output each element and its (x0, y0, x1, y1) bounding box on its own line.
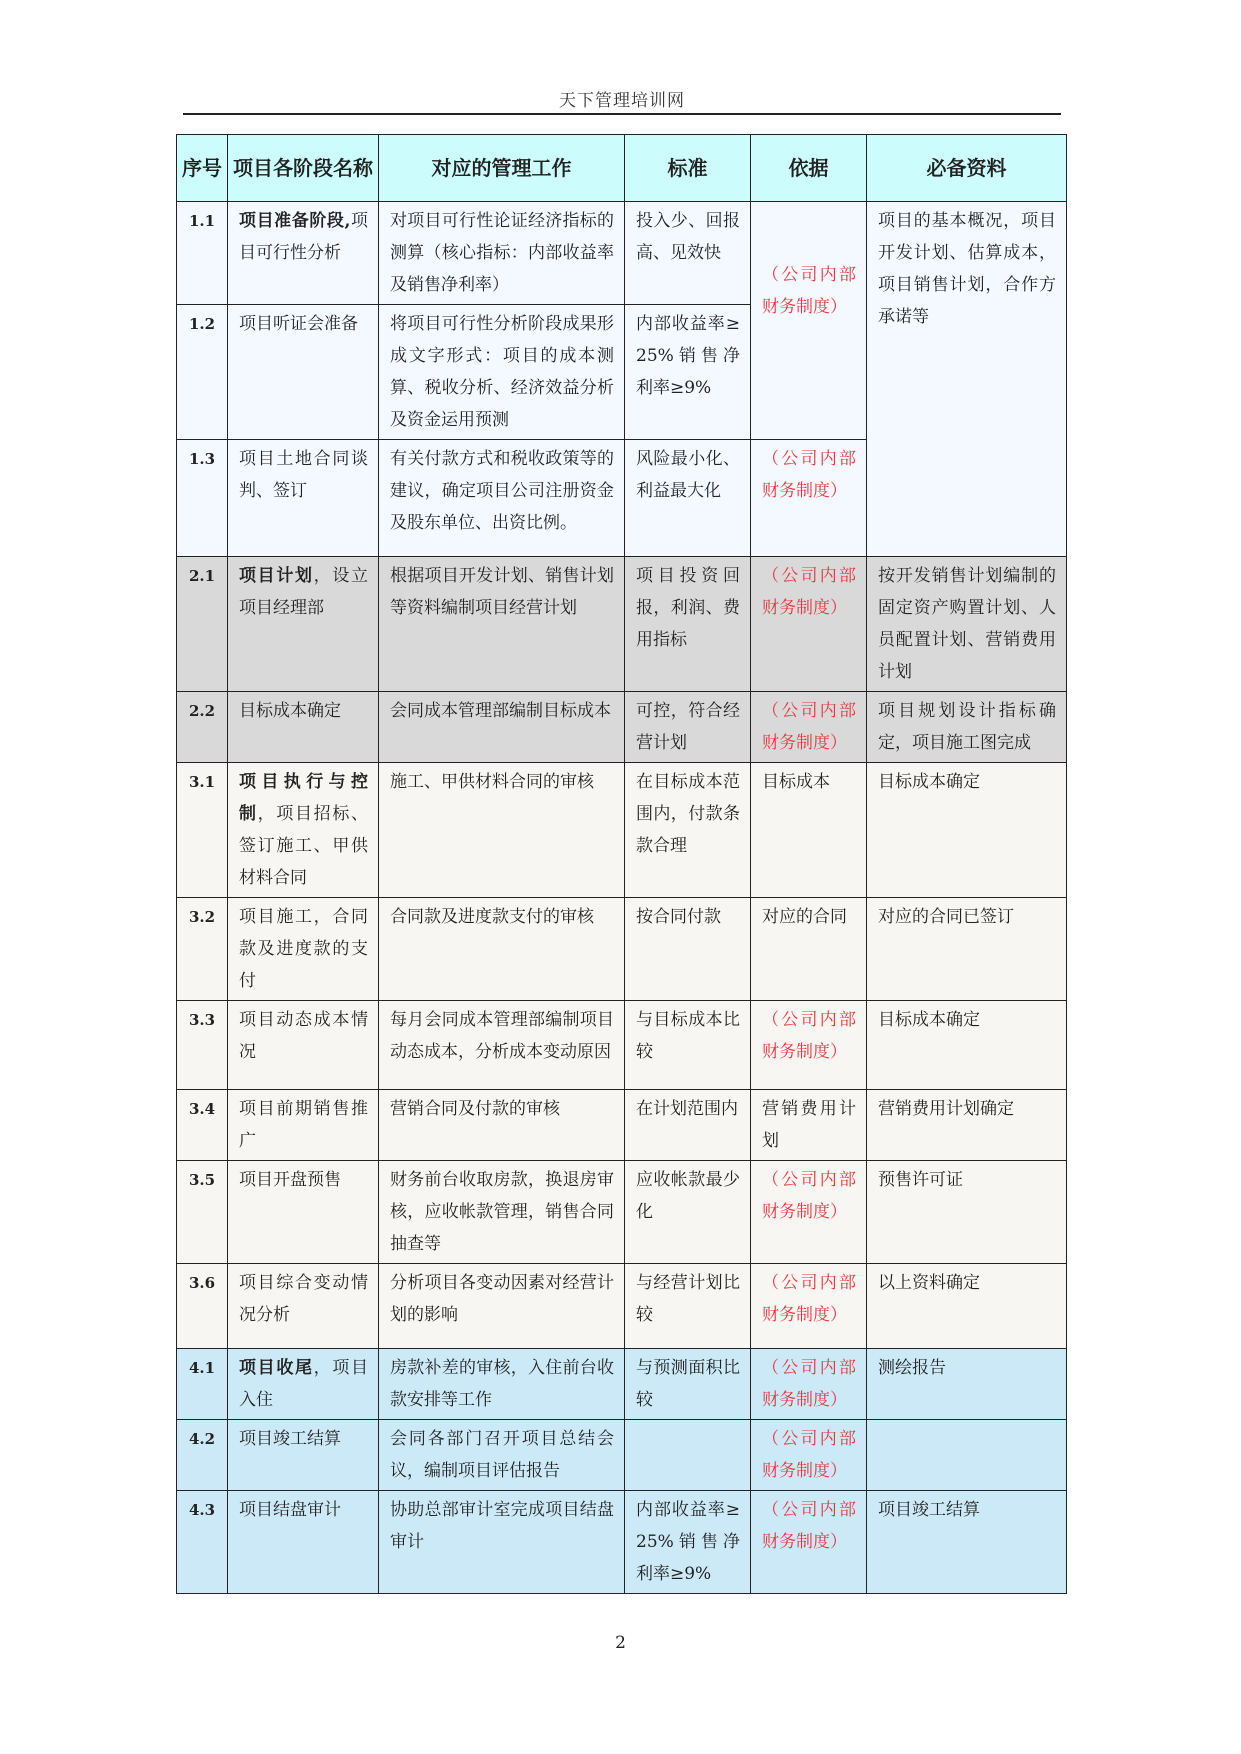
row-stage: 项目动态成本情况 (228, 1001, 379, 1090)
row-work: 分析项目各变动因素对经营计划的影响 (379, 1264, 625, 1349)
row-stage: 项目竣工结算 (228, 1420, 379, 1491)
row-work: 对项目可行性论证经济指标的测算（核心指标：内部收益率及销售净利率） (379, 202, 625, 305)
row-standard: 投入少、回报高、见效快 (625, 202, 751, 305)
row-basis: （公司内部财务制度） (751, 1001, 867, 1090)
row-work: 房款补差的审核，入住前台收款安排等工作 (379, 1349, 625, 1420)
row-work: 会同成本管理部编制目标成本 (379, 692, 625, 763)
row-basis: （公司内部财务制度） (751, 1491, 867, 1594)
row-seq: 3.4 (177, 1090, 228, 1161)
header-basis: 依据 (751, 135, 867, 202)
header-work: 对应的管理工作 (379, 135, 625, 202)
header-rule (183, 113, 1061, 115)
row-stage: 项目施工，合同款及进度款的支付 (228, 898, 379, 1001)
row-basis: 目标成本 (751, 763, 867, 898)
row-materials (867, 1420, 1067, 1491)
row-basis: （公司内部财务制度） (751, 1420, 867, 1491)
header-standard: 标准 (625, 135, 751, 202)
row-stage: 项目听证会准备 (228, 305, 379, 440)
row-seq: 3.6 (177, 1264, 228, 1349)
stage-text: ，项目入住 (239, 1358, 369, 1410)
row-basis: （公司内部财务制度） (751, 692, 867, 763)
row-standard (625, 1420, 751, 1491)
row-work: 协助总部审计室完成项目结盘审计 (379, 1491, 625, 1594)
stage-text: ，设立项目经理部 (239, 566, 369, 618)
row-seq: 3.2 (177, 898, 228, 1001)
row-stage: 项目综合变动情况分析 (228, 1264, 379, 1349)
row-standard: 在目标成本范围内，付款条款合理 (625, 763, 751, 898)
row-seq: 3.1 (177, 763, 228, 898)
row-stage: 目标成本确定 (228, 692, 379, 763)
row-materials: 目标成本确定 (867, 763, 1067, 898)
row-seq: 2.2 (177, 692, 228, 763)
project-finance-table (176, 134, 1067, 1594)
stage-bold: 项目计划 (239, 566, 314, 586)
table-row (177, 1264, 1067, 1349)
row-basis: 对应的合同 (751, 898, 867, 1001)
row-materials: 项目规划设计指标确定，项目施工图完成 (867, 692, 1067, 763)
row-standard: 按合同付款 (625, 898, 751, 1001)
row-standard: 与经营计划比较 (625, 1264, 751, 1349)
table-row (177, 1161, 1067, 1264)
row-stage: 项目结盘审计 (228, 1491, 379, 1594)
row-standard: 与目标成本比较 (625, 1001, 751, 1090)
row-work: 施工、甲供材料合同的审核 (379, 763, 625, 898)
table-row (177, 1090, 1067, 1161)
table-row (177, 898, 1067, 1001)
row-standard: 项目投资回报，利润、费用指标 (625, 557, 751, 692)
row-standard: 与预测面积比较 (625, 1349, 751, 1420)
row-standard: 内部收益率≥25%销售净利率≥9% (625, 1491, 751, 1594)
row-seq: 3.3 (177, 1001, 228, 1090)
stage-bold: 项目收尾 (239, 1358, 314, 1378)
row-basis: （公司内部财务制度） (751, 440, 867, 557)
table-row (177, 763, 1067, 898)
row-standard: 在计划范围内 (625, 1090, 751, 1161)
row-materials: 以上资料确定 (867, 1264, 1067, 1349)
table-row (177, 1001, 1067, 1090)
row-seq: 4.1 (177, 1349, 228, 1420)
row-work: 根据项目开发计划、销售计划等资料编制项目经营计划 (379, 557, 625, 692)
table-row (177, 1491, 1067, 1594)
row-basis: （公司内部财务制度） (751, 1161, 867, 1264)
row-work: 有关付款方式和税收政策等的建议，确定项目公司注册资金及股东单位、出资比例。 (379, 440, 625, 557)
header-materials: 必备资料 (867, 135, 1067, 202)
row-materials: 按开发销售计划编制的固定资产购置计划、人员配置计划、营销费用计划 (867, 557, 1067, 692)
row-standard: 风险最小化、利益最大化 (625, 440, 751, 557)
row-basis: （公司内部财务制度） (751, 1264, 867, 1349)
table-row (177, 692, 1067, 763)
row-seq: 4.3 (177, 1491, 228, 1594)
page-number: 2 (615, 1633, 626, 1653)
row-materials: 预售许可证 (867, 1161, 1067, 1264)
row-seq: 3.5 (177, 1161, 228, 1264)
row-materials: 项目的基本概况，项目开发计划、估算成本，项目销售计划，合作方承诺等 (867, 202, 1067, 557)
stage-text: 项目可行性分析 (239, 211, 369, 263)
row-seq: 1.1 (177, 202, 228, 305)
row-stage (228, 1349, 379, 1420)
row-materials: 测绘报告 (867, 1349, 1067, 1420)
header-stage: 项目各阶段名称 (228, 135, 379, 202)
row-seq: 2.1 (177, 557, 228, 692)
row-seq: 1.3 (177, 440, 228, 557)
stage-text: ，项目招标、签订施工、甲供材料合同 (239, 804, 369, 888)
row-stage: 项目开盘预售 (228, 1161, 379, 1264)
row-stage (228, 763, 379, 898)
row-basis: （公司内部财务制度） (751, 1349, 867, 1420)
row-basis: 营销费用计划 (751, 1090, 867, 1161)
stage-bold: 项目准备阶段, (239, 211, 351, 231)
row-stage: 项目前期销售推广 (228, 1090, 379, 1161)
row-materials: 目标成本确定 (867, 1001, 1067, 1090)
row-basis: （公司内部财务制度） (751, 557, 867, 692)
row-work: 合同款及进度款支付的审核 (379, 898, 625, 1001)
row-standard: 可控，符合经营计划 (625, 692, 751, 763)
page-header: 天下管理培训网 (559, 91, 685, 111)
row-stage: 项目土地合同谈判、签订 (228, 440, 379, 557)
table-row (177, 202, 1067, 305)
header-seq: 序号 (177, 135, 228, 202)
row-standard: 应收帐款最少化 (625, 1161, 751, 1264)
row-work: 将项目可行性分析阶段成果形成文字形式：项目的成本测算、税收分析、经济效益分析及资金运用预测 (379, 305, 625, 440)
row-materials: 营销费用计划确定 (867, 1090, 1067, 1161)
row-seq: 4.2 (177, 1420, 228, 1491)
row-materials: 项目竣工结算 (867, 1491, 1067, 1594)
row-work: 每月会同成本管理部编制项目动态成本，分析成本变动原因 (379, 1001, 625, 1090)
row-work: 财务前台收取房款，换退房审核，应收帐款管理，销售合同抽查等 (379, 1161, 625, 1264)
row-standard: 内部收益率≥25%销售净利率≥9% (625, 305, 751, 440)
row-work: 会同各部门召开项目总结会议，编制项目评估报告 (379, 1420, 625, 1491)
row-basis: （公司内部财务制度） (751, 202, 867, 440)
row-work: 营销合同及付款的审核 (379, 1090, 625, 1161)
table-header-row (177, 135, 1067, 202)
table-row (177, 1420, 1067, 1491)
row-stage (228, 202, 379, 305)
row-stage (228, 557, 379, 692)
stage-bold: 项目执行与控制 (239, 772, 368, 824)
row-seq: 1.2 (177, 305, 228, 440)
table-row (177, 557, 1067, 692)
table-row (177, 1349, 1067, 1420)
row-materials: 对应的合同已签订 (867, 898, 1067, 1001)
